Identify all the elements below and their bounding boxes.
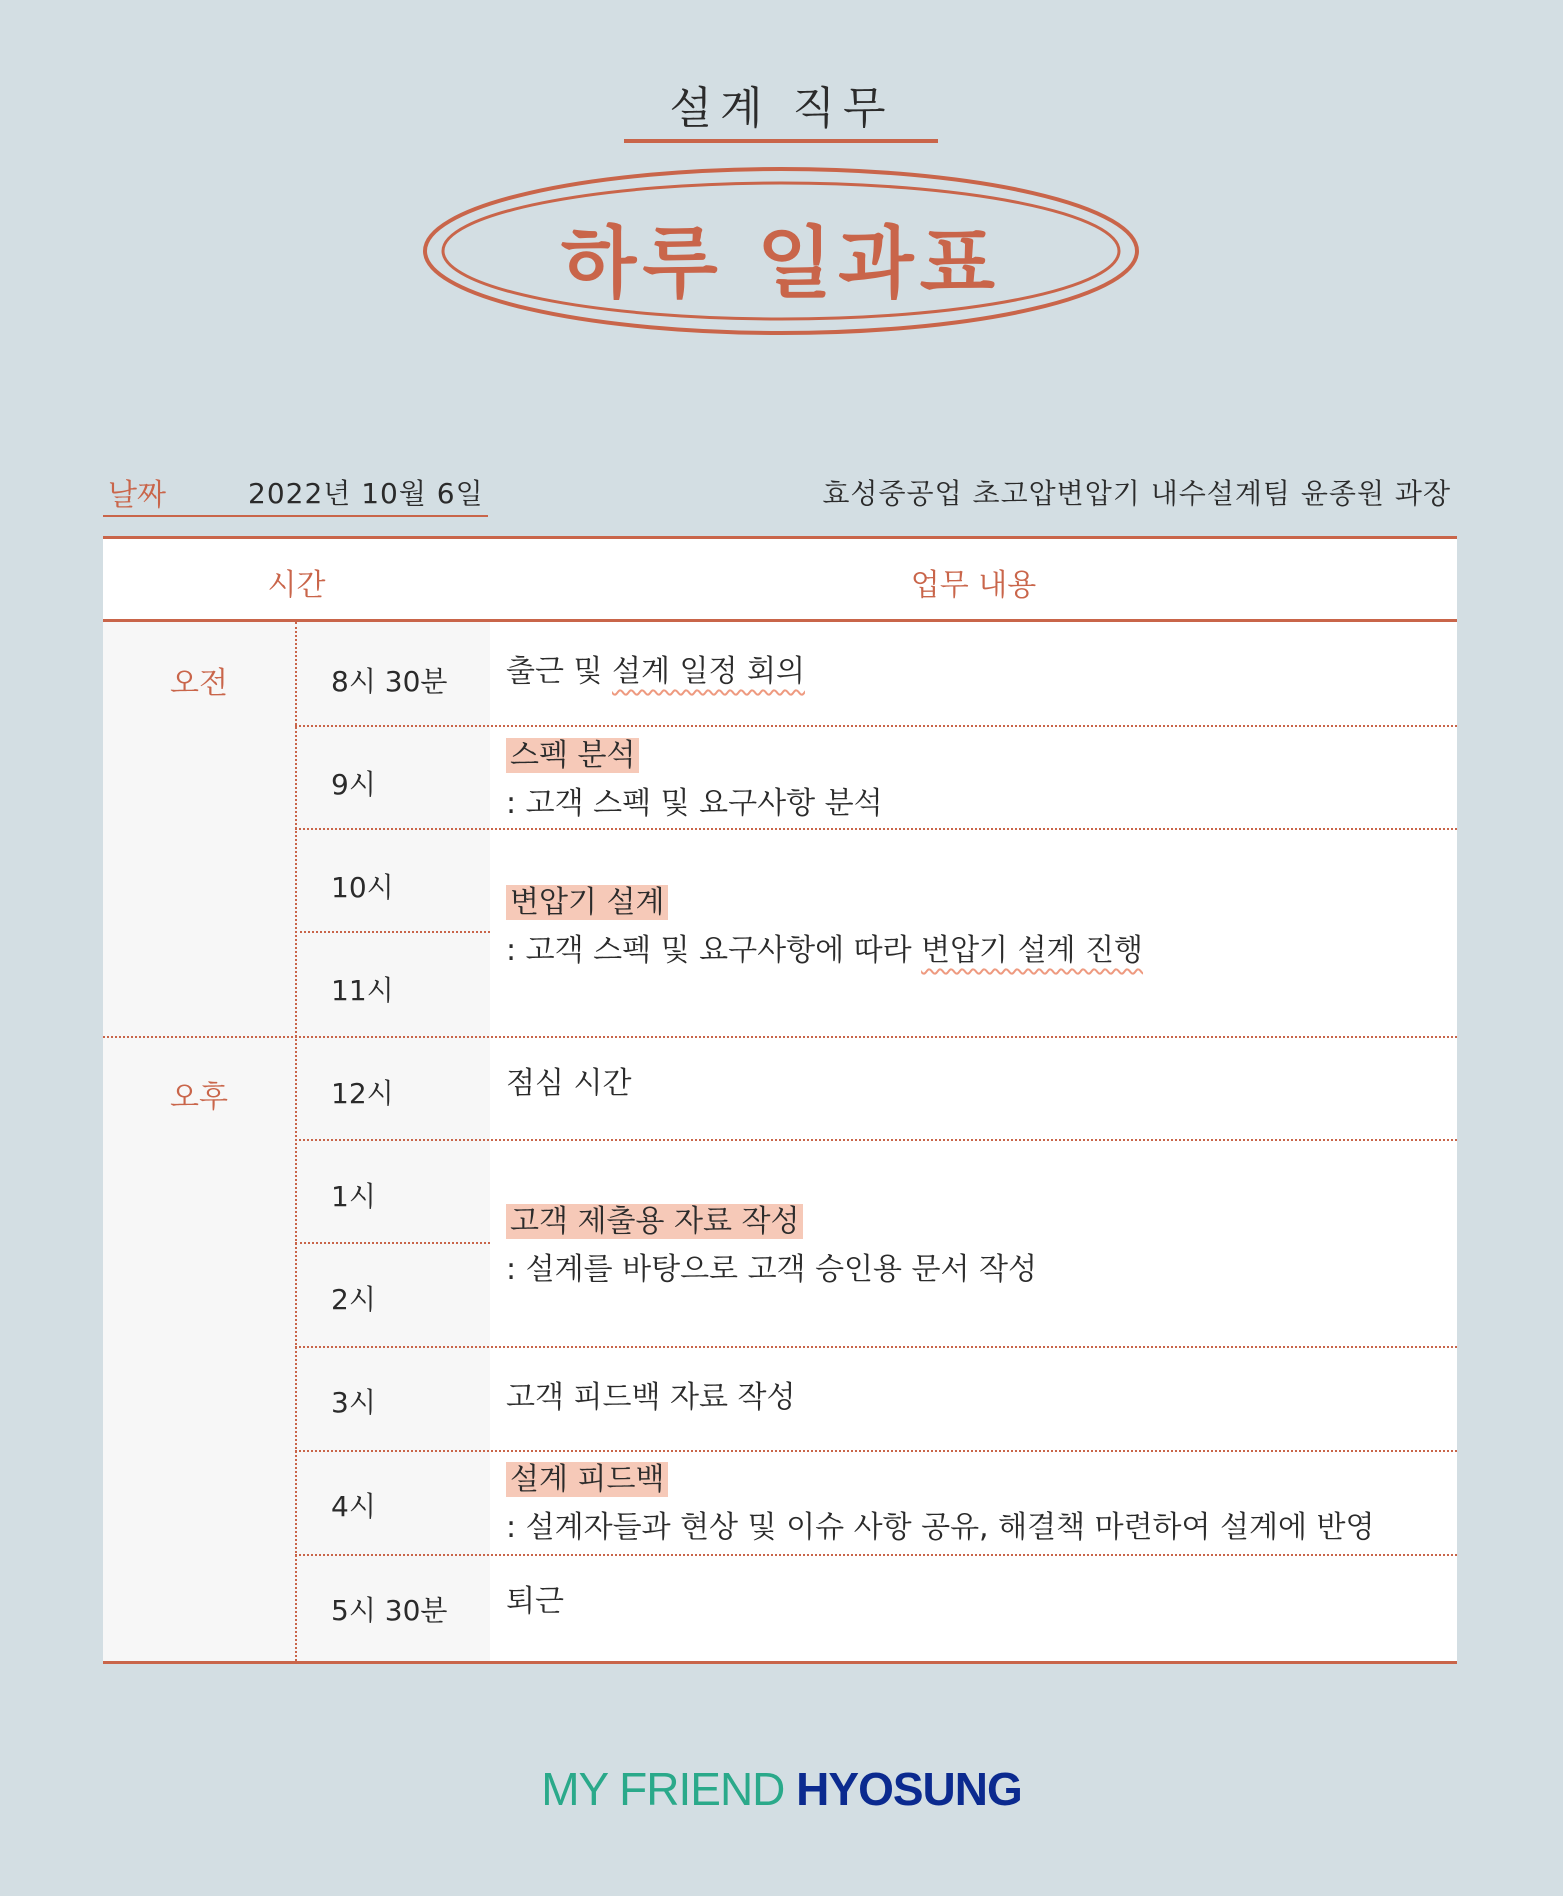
row-divider xyxy=(295,931,490,933)
task-item xyxy=(506,648,805,696)
row-divider xyxy=(295,828,1457,830)
page-title: 하루 일과표 xyxy=(561,219,1001,309)
author-info: 효성중공업 초고압변압기 내수설계팀 윤종원 과장 xyxy=(822,477,1451,510)
time-label: 9시 xyxy=(331,768,376,801)
task-title-highlight: 변압기 설계 xyxy=(506,885,668,920)
task-item xyxy=(506,1456,1374,1552)
row-divider xyxy=(295,1346,1457,1348)
task-item xyxy=(506,1198,1037,1294)
task-description: : 고객 스펙 및 요구사항에 따라 xyxy=(506,933,922,968)
task-emphasis: 변압기 설계 진행 xyxy=(921,933,1144,968)
time-label: 11시 xyxy=(331,974,394,1007)
row-divider xyxy=(295,1242,490,1244)
table-bottom-border xyxy=(103,1661,1457,1664)
task-emphasis: 설계 일정 회의 xyxy=(612,654,805,689)
row-divider xyxy=(295,1554,1457,1556)
period-am: 오전 xyxy=(170,666,228,701)
task-title-highlight: 고객 제출용 자료 작성 xyxy=(506,1204,803,1239)
time-label: 10시 xyxy=(331,871,394,904)
task-item xyxy=(506,879,1143,975)
time-label: 8시 30분 xyxy=(331,665,448,698)
task-title-highlight: 스펙 분석 xyxy=(506,738,639,773)
period-column xyxy=(103,622,295,1661)
row-divider xyxy=(295,1450,1457,1452)
task-title-highlight: 설계 피드백 xyxy=(506,1462,668,1497)
date-label: 날짜 xyxy=(108,478,166,513)
date-value: 2022년 10월 6일 xyxy=(248,477,484,510)
column-divider xyxy=(295,622,297,1661)
date-underline xyxy=(103,515,488,517)
period-divider xyxy=(103,1036,1457,1038)
task-item: 퇴근 xyxy=(506,1584,564,1619)
brand-text-a: MY FRIEND xyxy=(541,1763,797,1815)
page-subtitle: 설계 직무 xyxy=(669,83,894,134)
brand-logo xyxy=(0,1762,1563,1816)
row-divider xyxy=(295,1139,1457,1141)
time-label: 4시 xyxy=(331,1490,376,1523)
time-label: 1시 xyxy=(331,1180,376,1213)
task-item: 고객 피드백 자료 작성 xyxy=(506,1380,796,1415)
header-time: 시간 xyxy=(267,568,326,603)
table-top-border xyxy=(103,536,1457,539)
brand-text-b: HYOSUNG xyxy=(796,1763,1022,1815)
task-description: : 고객 스펙 및 요구사항 분석 xyxy=(506,786,883,821)
task-description: : 설계를 바탕으로 고객 승인용 문서 작성 xyxy=(506,1252,1038,1287)
title-badge xyxy=(420,165,1142,337)
time-column xyxy=(295,622,490,1661)
subtitle-underline xyxy=(624,139,938,143)
task-item xyxy=(506,732,883,828)
header-work: 업무 내용 xyxy=(910,568,1037,603)
row-divider xyxy=(295,725,1457,727)
schedule-table xyxy=(103,536,1457,1664)
time-label: 3시 xyxy=(331,1386,376,1419)
task-description: : 설계자들과 현상 및 이슈 사항 공유, 해결책 마련하여 설계에 반영 xyxy=(506,1510,1375,1545)
period-pm: 오후 xyxy=(170,1080,228,1115)
time-label: 2시 xyxy=(331,1283,376,1316)
task-text: 출근 및 xyxy=(506,654,613,689)
time-label: 12시 xyxy=(331,1077,394,1110)
task-item: 점심 시간 xyxy=(506,1066,632,1101)
time-label: 5시 30분 xyxy=(331,1594,448,1627)
